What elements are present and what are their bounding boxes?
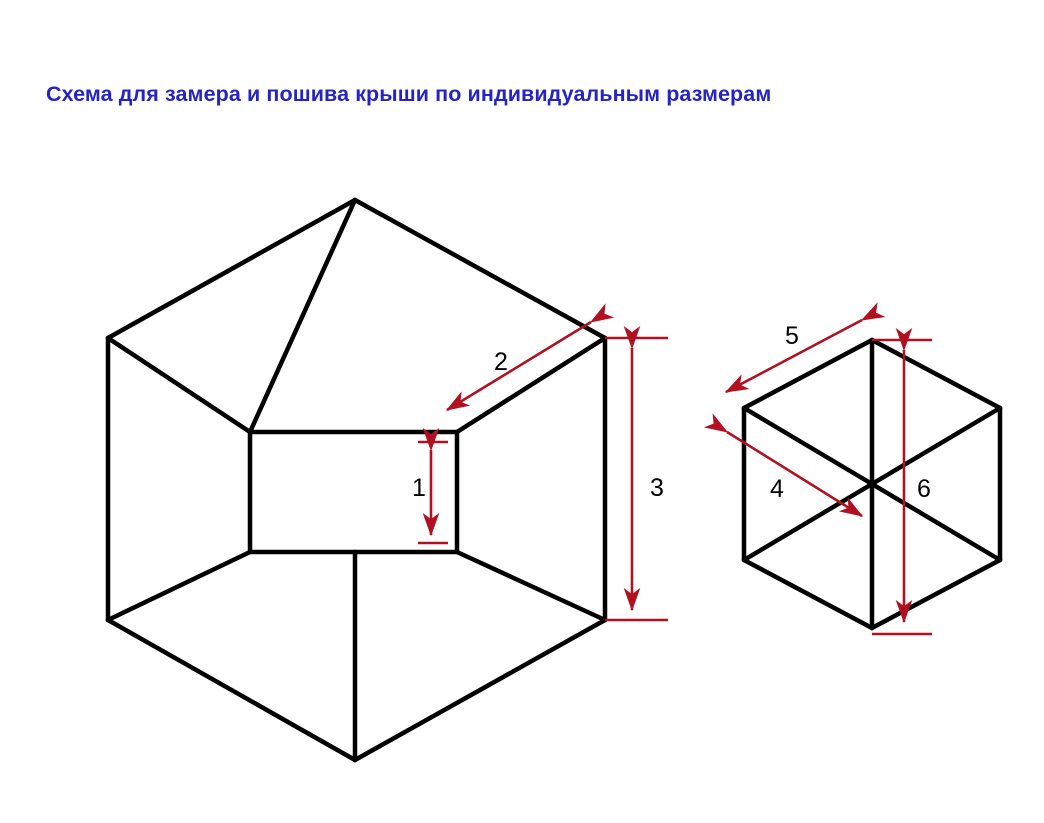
- hexagon-edge-top-left: [744, 340, 872, 408]
- perspective-hexagonal-roof: [108, 200, 605, 760]
- dimension-label-3: 3: [650, 474, 664, 502]
- outline-bottom-right-edge: [355, 620, 605, 760]
- outline-top-left-edge: [108, 200, 355, 338]
- hexagon-edge-top-right: [872, 340, 1000, 408]
- dimension-4: [727, 432, 862, 516]
- ridge-right-edge: [457, 338, 605, 432]
- dimension-2: [447, 322, 591, 410]
- page-title: Схема для замера и пошива крыши по индивидуальным размерам: [46, 82, 772, 106]
- outline-bottom-left-edge: [108, 620, 355, 760]
- ridge-lower-right: [457, 552, 605, 620]
- dimension-label-6: 6: [917, 475, 931, 503]
- dimension-label-5: 5: [785, 322, 799, 350]
- hexagon-edge-bottom-right: [872, 560, 1000, 628]
- ridge-top-left-edge: [250, 200, 355, 432]
- ridge-upper-left: [108, 338, 250, 432]
- dimension-4-arrow: [727, 432, 862, 516]
- dimension-label-2: 2: [494, 348, 508, 376]
- outline-top-right-edge: [355, 200, 605, 338]
- dimension-label-4: 4: [770, 475, 784, 503]
- dimension-2-arrow: [447, 322, 591, 410]
- ridge-lower-left: [108, 552, 250, 620]
- dimension-label-1: 1: [412, 474, 426, 502]
- hexagon-edge-bottom-left: [744, 560, 872, 628]
